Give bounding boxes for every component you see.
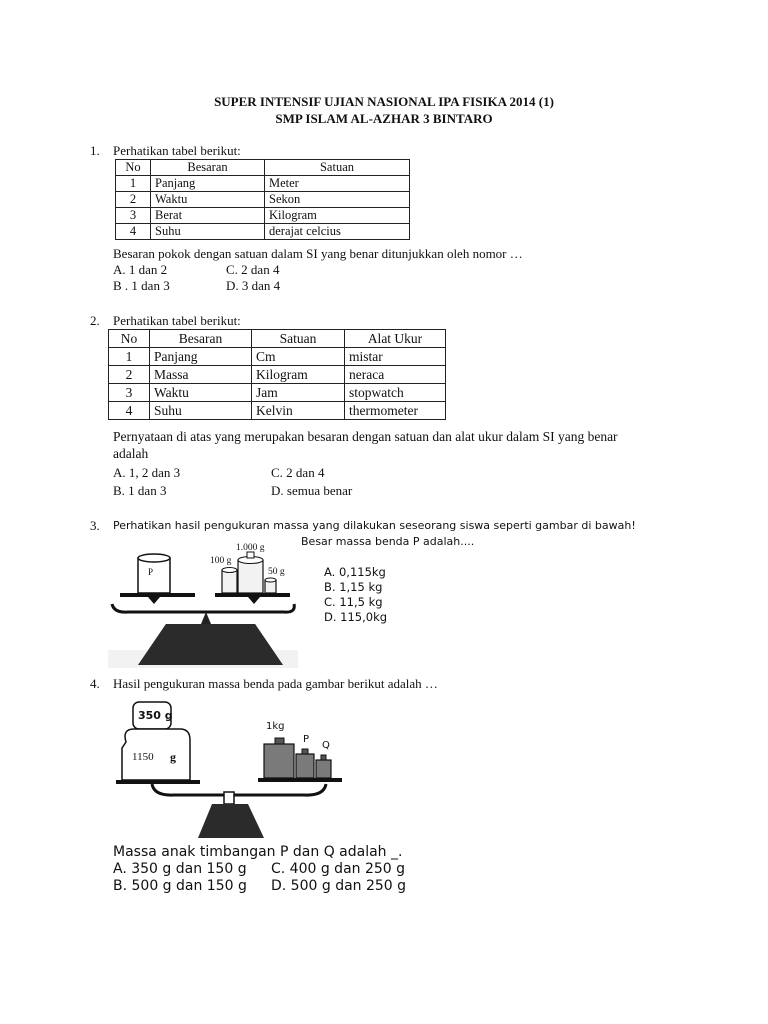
q2-number: 2. xyxy=(90,313,100,328)
q1-option-c: C. 2 dan 4 xyxy=(226,262,280,277)
weight-p xyxy=(296,754,314,778)
q2-option-b: B. 1 dan 3 xyxy=(113,483,167,498)
balance-base-front xyxy=(138,624,283,665)
q3-option-a: A. 0,115kg xyxy=(324,565,386,579)
q2-header-alat-ukur: Alat Ukur xyxy=(345,330,446,348)
q4-intro: Hasil pengukuran massa benda pada gambar berikut adalah … xyxy=(113,676,438,691)
q2-cell: mistar xyxy=(345,348,446,366)
q1-cell: Berat xyxy=(151,208,265,224)
weight-q xyxy=(316,760,331,778)
q4-option-b: B. 500 g dan 150 g xyxy=(113,878,247,894)
q2-header-no: No xyxy=(109,330,150,348)
q2-option-c: C. 2 dan 4 xyxy=(271,465,325,480)
q4-balance-base xyxy=(198,804,264,838)
q1-option-d: D. 3 dan 4 xyxy=(226,278,281,293)
object-p-body xyxy=(138,558,170,593)
q2-option-a: A. 1, 2 dan 3 xyxy=(113,465,181,480)
q3-intro: Perhatikan hasil pengukuran massa yang dilakukan seseorang siswa seperti gambar di bawah! xyxy=(113,519,636,532)
weight-q-knob xyxy=(321,755,326,760)
table-row xyxy=(109,348,446,366)
q2-cell: Massa xyxy=(150,366,252,384)
q1-header-satuan: Satuan xyxy=(265,160,410,176)
q1-cell: Meter xyxy=(265,176,410,192)
q3-number: 3. xyxy=(90,518,100,533)
q2-table xyxy=(108,329,446,420)
weight-p-label: P xyxy=(303,734,310,745)
balance-pivot xyxy=(201,612,211,624)
object-p-top xyxy=(138,554,170,562)
q1-option-a: A. 1 dan 2 xyxy=(113,262,168,277)
q3-option-c: C. 11,5 kg xyxy=(324,595,383,609)
q2-cell: 2 xyxy=(109,366,150,384)
q1-cell: 2 xyxy=(116,192,151,208)
q1-cell: Waktu xyxy=(151,192,265,208)
q2-option-d: D. semua benar xyxy=(271,483,353,498)
table-row xyxy=(116,208,410,224)
weight-100g-label: 100 g xyxy=(210,556,232,566)
q2-question-line1: Pernyataan di atas yang merupakan besaran dengan satuan dan alat ukur dalam SI yang benar xyxy=(113,429,618,444)
balance-beam xyxy=(112,604,294,612)
weight-1kg-label: 1kg xyxy=(266,721,285,732)
q2-cell: Waktu xyxy=(150,384,252,402)
q2-cell: thermometer xyxy=(345,402,446,420)
q4-option-c: C. 400 g dan 250 g xyxy=(271,861,406,877)
left-pan-stand xyxy=(148,597,160,604)
header-school: SMP ISLAM AL-AZHAR 3 BINTARO xyxy=(275,111,493,126)
header-title: SUPER INTENSIF UJIAN NASIONAL IPA FISIKA 2014 (1) xyxy=(214,94,554,109)
q1-number: 1. xyxy=(90,143,100,158)
q1-header-besaran: Besaran xyxy=(151,160,265,176)
object-350g-label: 350 g xyxy=(138,709,173,722)
table-row xyxy=(109,366,446,384)
q2-cell: Panjang xyxy=(150,348,252,366)
q2-cell: 1 xyxy=(109,348,150,366)
q1-option-b: B . 1 dan 3 xyxy=(113,278,170,293)
q4-option-d: D. 500 g dan 250 g xyxy=(271,878,407,894)
q2-cell: Suhu xyxy=(150,402,252,420)
weight-1000g-label: 1.000 g xyxy=(236,543,265,553)
q2-intro: Perhatikan tabel berikut: xyxy=(113,313,241,328)
q2-cell: Kelvin xyxy=(252,402,345,420)
weight-1kg-knob xyxy=(275,738,284,744)
table-row xyxy=(116,176,410,192)
q4-pivot xyxy=(224,792,234,804)
q1-cell: Kilogram xyxy=(265,208,410,224)
table-row xyxy=(116,224,410,240)
q1-cell: 4 xyxy=(116,224,151,240)
q2-cell: 3 xyxy=(109,384,150,402)
q4-left-pan xyxy=(116,780,200,784)
q1-question: Besaran pokok dengan satuan dalam SI yang benar ditunjukkan oleh nomor … xyxy=(113,246,523,261)
weight-1000g xyxy=(238,560,263,593)
weight-50g-label: 50 g xyxy=(268,567,285,577)
q4-balance-figure xyxy=(108,698,354,840)
weight-100g xyxy=(222,570,237,593)
q1-header-no: No xyxy=(116,160,151,176)
q2-question-line2: adalah xyxy=(113,446,149,461)
weight-1kg xyxy=(264,744,294,778)
q3-balance-svg xyxy=(108,538,298,668)
q2-cell: Cm xyxy=(252,348,345,366)
weight-100g-top xyxy=(222,568,237,573)
weight-p-knob xyxy=(302,749,308,754)
weight-50g-top xyxy=(265,578,276,582)
q2-header-besaran: Besaran xyxy=(150,330,252,348)
q3-option-b: B. 1,15 kg xyxy=(324,580,383,594)
object-1150g-label: 1150 xyxy=(132,751,154,763)
q3-balance-figure xyxy=(108,538,298,668)
q3-option-d: D. 115,0kg xyxy=(324,610,388,624)
q4-balance-beam xyxy=(152,784,326,795)
table-row xyxy=(109,402,446,420)
q1-cell: 3 xyxy=(116,208,151,224)
q1-cell: derajat celcius xyxy=(265,224,410,240)
q1-table xyxy=(115,159,410,240)
q1-cell: Sekon xyxy=(265,192,410,208)
q2-cell: 4 xyxy=(109,402,150,420)
q2-cell: stopwatch xyxy=(345,384,446,402)
q4-question: Massa anak timbangan P dan Q adalah _. xyxy=(113,844,403,860)
q3-question: Besar massa benda P adalah.... xyxy=(301,535,475,548)
q4-option-a: A. 350 g dan 150 g xyxy=(113,861,247,877)
table-row xyxy=(116,192,410,208)
q2-cell: Kilogram xyxy=(252,366,345,384)
q1-intro: Perhatikan tabel berikut: xyxy=(113,143,241,158)
object-1150g-unit: g xyxy=(170,750,176,764)
q2-cell: neraca xyxy=(345,366,446,384)
table-row xyxy=(109,384,446,402)
right-pan-stand xyxy=(248,597,260,604)
q2-header-satuan: Satuan xyxy=(252,330,345,348)
q2-cell: Jam xyxy=(252,384,345,402)
q4-number: 4. xyxy=(90,676,100,691)
q1-cell: Suhu xyxy=(151,224,265,240)
object-p-label: P xyxy=(148,567,154,577)
q1-cell: Panjang xyxy=(151,176,265,192)
q1-cell: 1 xyxy=(116,176,151,192)
weight-q-label: Q xyxy=(322,740,330,751)
